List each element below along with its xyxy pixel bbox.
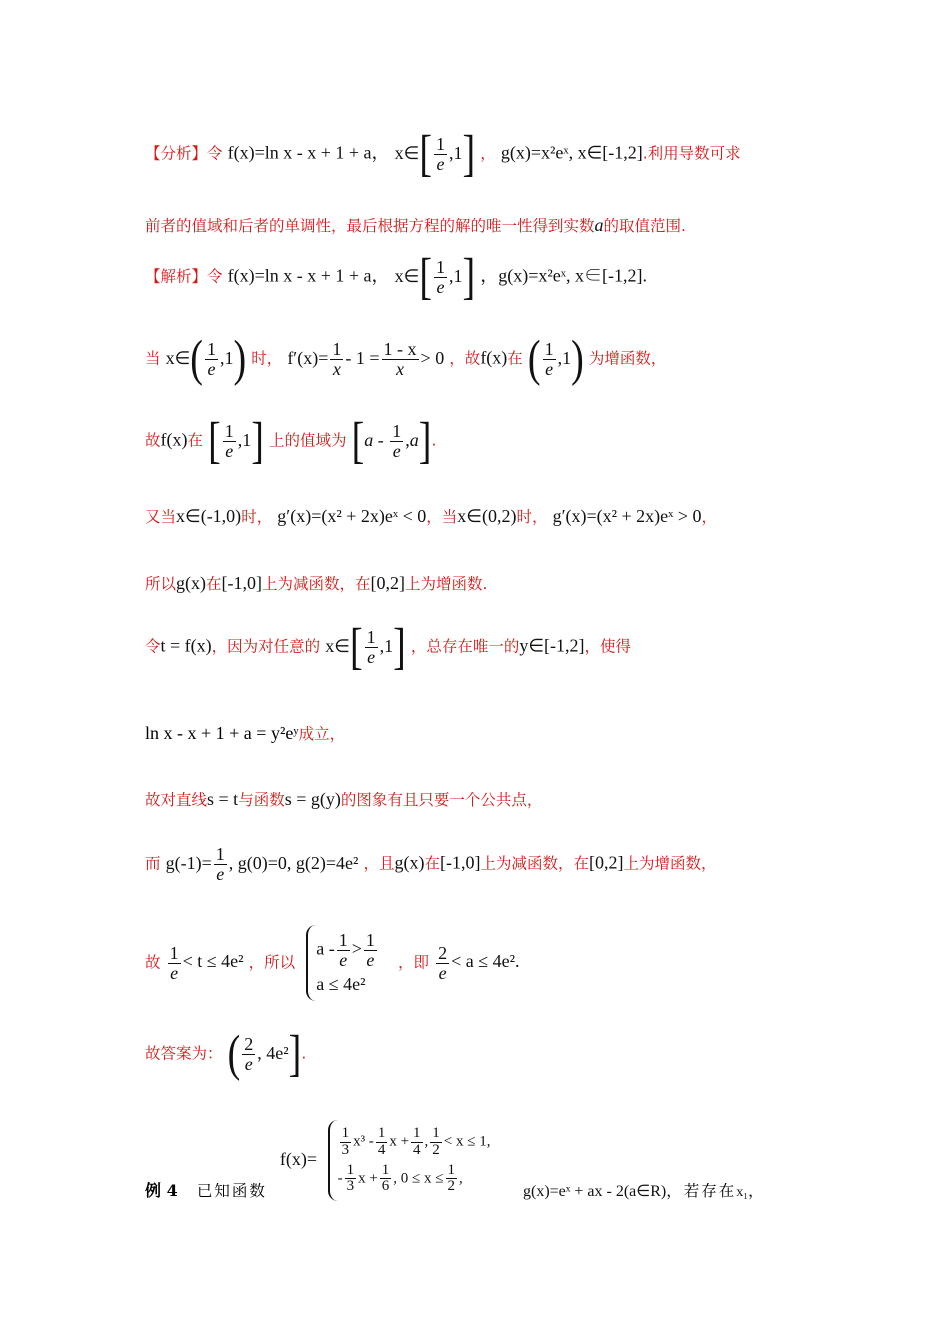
text: 在 [206,575,222,593]
text: 故 [145,953,161,972]
math-domain: x∈[ $\frac{1}{e}$ ,1] [394,126,476,183]
text: 在 [507,349,523,368]
text: ，使得 [584,637,632,656]
text: 故答案为： [145,1044,223,1063]
solution-line-1 [145,249,820,306]
math-equation: ln x - x + 1 + a = y²eʸ [145,723,299,743]
math-fx: f(x) [480,347,508,368]
text: 令 [145,637,161,656]
math-fx: f(x) [160,429,188,450]
text: . [431,431,437,450]
text: 而 [145,854,161,873]
math-expr: y∈[-1,2] [519,635,585,656]
text: 故 [145,431,161,450]
math-expr: t = f(x) [160,635,212,656]
text: 令 [207,144,223,163]
solution-line-6 [145,619,820,676]
math-domain: x∈[ $\frac{1}{e}$ ,1] [394,249,476,306]
analysis-line-1 [145,126,820,183]
math-domain: x∈( $\frac{1}{e}$ ,1) [165,331,247,388]
text: 上为增函数， [623,854,717,873]
text: 时， [516,508,548,526]
text: ，总存在唯一的 [410,637,520,656]
text: ，当 [426,508,458,526]
text: 所以 [145,575,177,593]
text: 在 [187,431,204,450]
math-interval: [-1,0] [221,573,263,593]
math-interval: [-1,0] [440,852,481,873]
answer-line [145,1026,820,1083]
text: ，故 [449,349,481,368]
text: ， [480,144,496,163]
math-expr: g′(x)=(x² + 2x)eˣ > 0 [552,506,702,526]
text: 在 [424,854,441,873]
text: 时， [241,508,273,526]
math-result: $\frac{2}{e}$ < a ≤ 4e². [438,942,520,983]
math-expr: s = t [207,789,239,809]
math-gx: g(x) [176,573,207,593]
text: 故对直线 [145,791,208,809]
math-gx: ，g(x)=x²eˣ, x∈[-1,2]. [480,265,647,286]
text: .利用导数可求 [642,144,741,163]
math-interval: [0,2] [589,852,624,873]
text: ， [748,1182,764,1200]
math-derivative: f′(x)= $\frac{1}{x}$ - 1 = $\frac{1 - x}{x}$ > 0 [287,339,445,379]
math-ineq: $\frac{1}{e}$ < t ≤ 4e² [169,942,244,983]
solution-line-8 [145,788,820,810]
example-label: 例 4 [145,1181,178,1200]
text: 上的值域为 [269,431,347,450]
solution-label: 【解析】 [145,267,208,286]
math-values: g(-1)= $\frac{1}{e}$ , g(0)=0, g(2)=4e² [165,844,359,884]
text: ，即 [397,953,429,972]
example-4-line [145,1120,820,1201]
text: 又当 [145,508,177,526]
text: ，且 [363,854,395,873]
text: ，所以 [248,953,296,972]
text: 为增函数， [588,349,667,368]
math-piecewise: f(x)= $\frac{1}{3}$ x³ - $\frac{1}{4}$ x + $\frac{1}{4}$ , $\frac{1}{2}$ < x ≤ 1, - $\frac{1}{3}$ x + $\frac{1}{6}$ , 0 ≤ x ≤ $\frac{1}{2}$ , [280,1149,509,1169]
math-interval: x∈(0,2) [457,506,517,526]
analysis-line-2 [145,214,820,236]
solution-line-7 [145,722,820,744]
math-gx: g(x)=eˣ + ax - 2(a∈R) [522,1183,667,1200]
solution-line-4 [145,505,820,527]
math-interval: [ $\frac{1}{e}$ ,1] [208,413,264,470]
text: ，若存在 [666,1182,737,1200]
math-gx: g(x)=x²eˣ, x∈[-1,2] [500,142,643,163]
math-domain: x∈[ $\frac{1}{e}$ ,1] [325,619,406,676]
text: 令 [207,267,223,286]
text: 成立， [298,725,346,743]
solution-line-5 [145,572,820,594]
text: 上为减函数，在 [480,854,590,873]
math-answer: ( $\frac{2}{e}$ , 4e²] [227,1026,302,1083]
math-interval: [0,2] [370,573,406,593]
text: 前者的值域和后者的单调性，最后根据方程的解的唯一性得到实数 [145,217,595,235]
math-fx: f(x)=ln x - x + 1 + a， [227,142,390,163]
solution-line-2 [145,331,820,388]
text: ， [701,508,718,526]
math-a: a [594,215,604,235]
text: 时， [251,349,283,368]
text: 上为增函数. [405,575,488,593]
solution-line-3 [145,413,820,470]
math-expr: s = g(y) [284,789,341,809]
text: 的图象有且只要一个公共点， [340,791,543,809]
text: 当 [145,349,161,368]
math-gx: g(x) [394,852,425,873]
math-x1: x₁ [736,1185,749,1200]
analysis-label: 【分析】 [145,144,208,163]
math-system: a - $\frac{1}{e}$ > $\frac{1}{e}$ a ≤ 4e² [306,925,387,1001]
text: ，因为对任意的 [211,637,321,656]
solution-line-10 [145,925,820,1001]
math-range: [a - $\frac{1}{e}$ ,a] [351,413,432,470]
text: 的取值范围. [603,217,686,235]
solution-line-9 [145,845,820,884]
text: 上为减函数，在 [262,575,371,593]
text: 已知函数 [196,1182,267,1200]
math-interval: ( $\frac{1}{e}$ ,1) [527,331,584,388]
math-fx: f(x)=ln x - x + 1 + a， [227,265,390,286]
text: . [301,1044,307,1063]
math-interval: x∈(-1,0) [176,506,242,526]
text: 与函数 [238,791,285,809]
math-expr: g′(x)=(x² + 2x)eˣ < 0 [277,506,427,526]
